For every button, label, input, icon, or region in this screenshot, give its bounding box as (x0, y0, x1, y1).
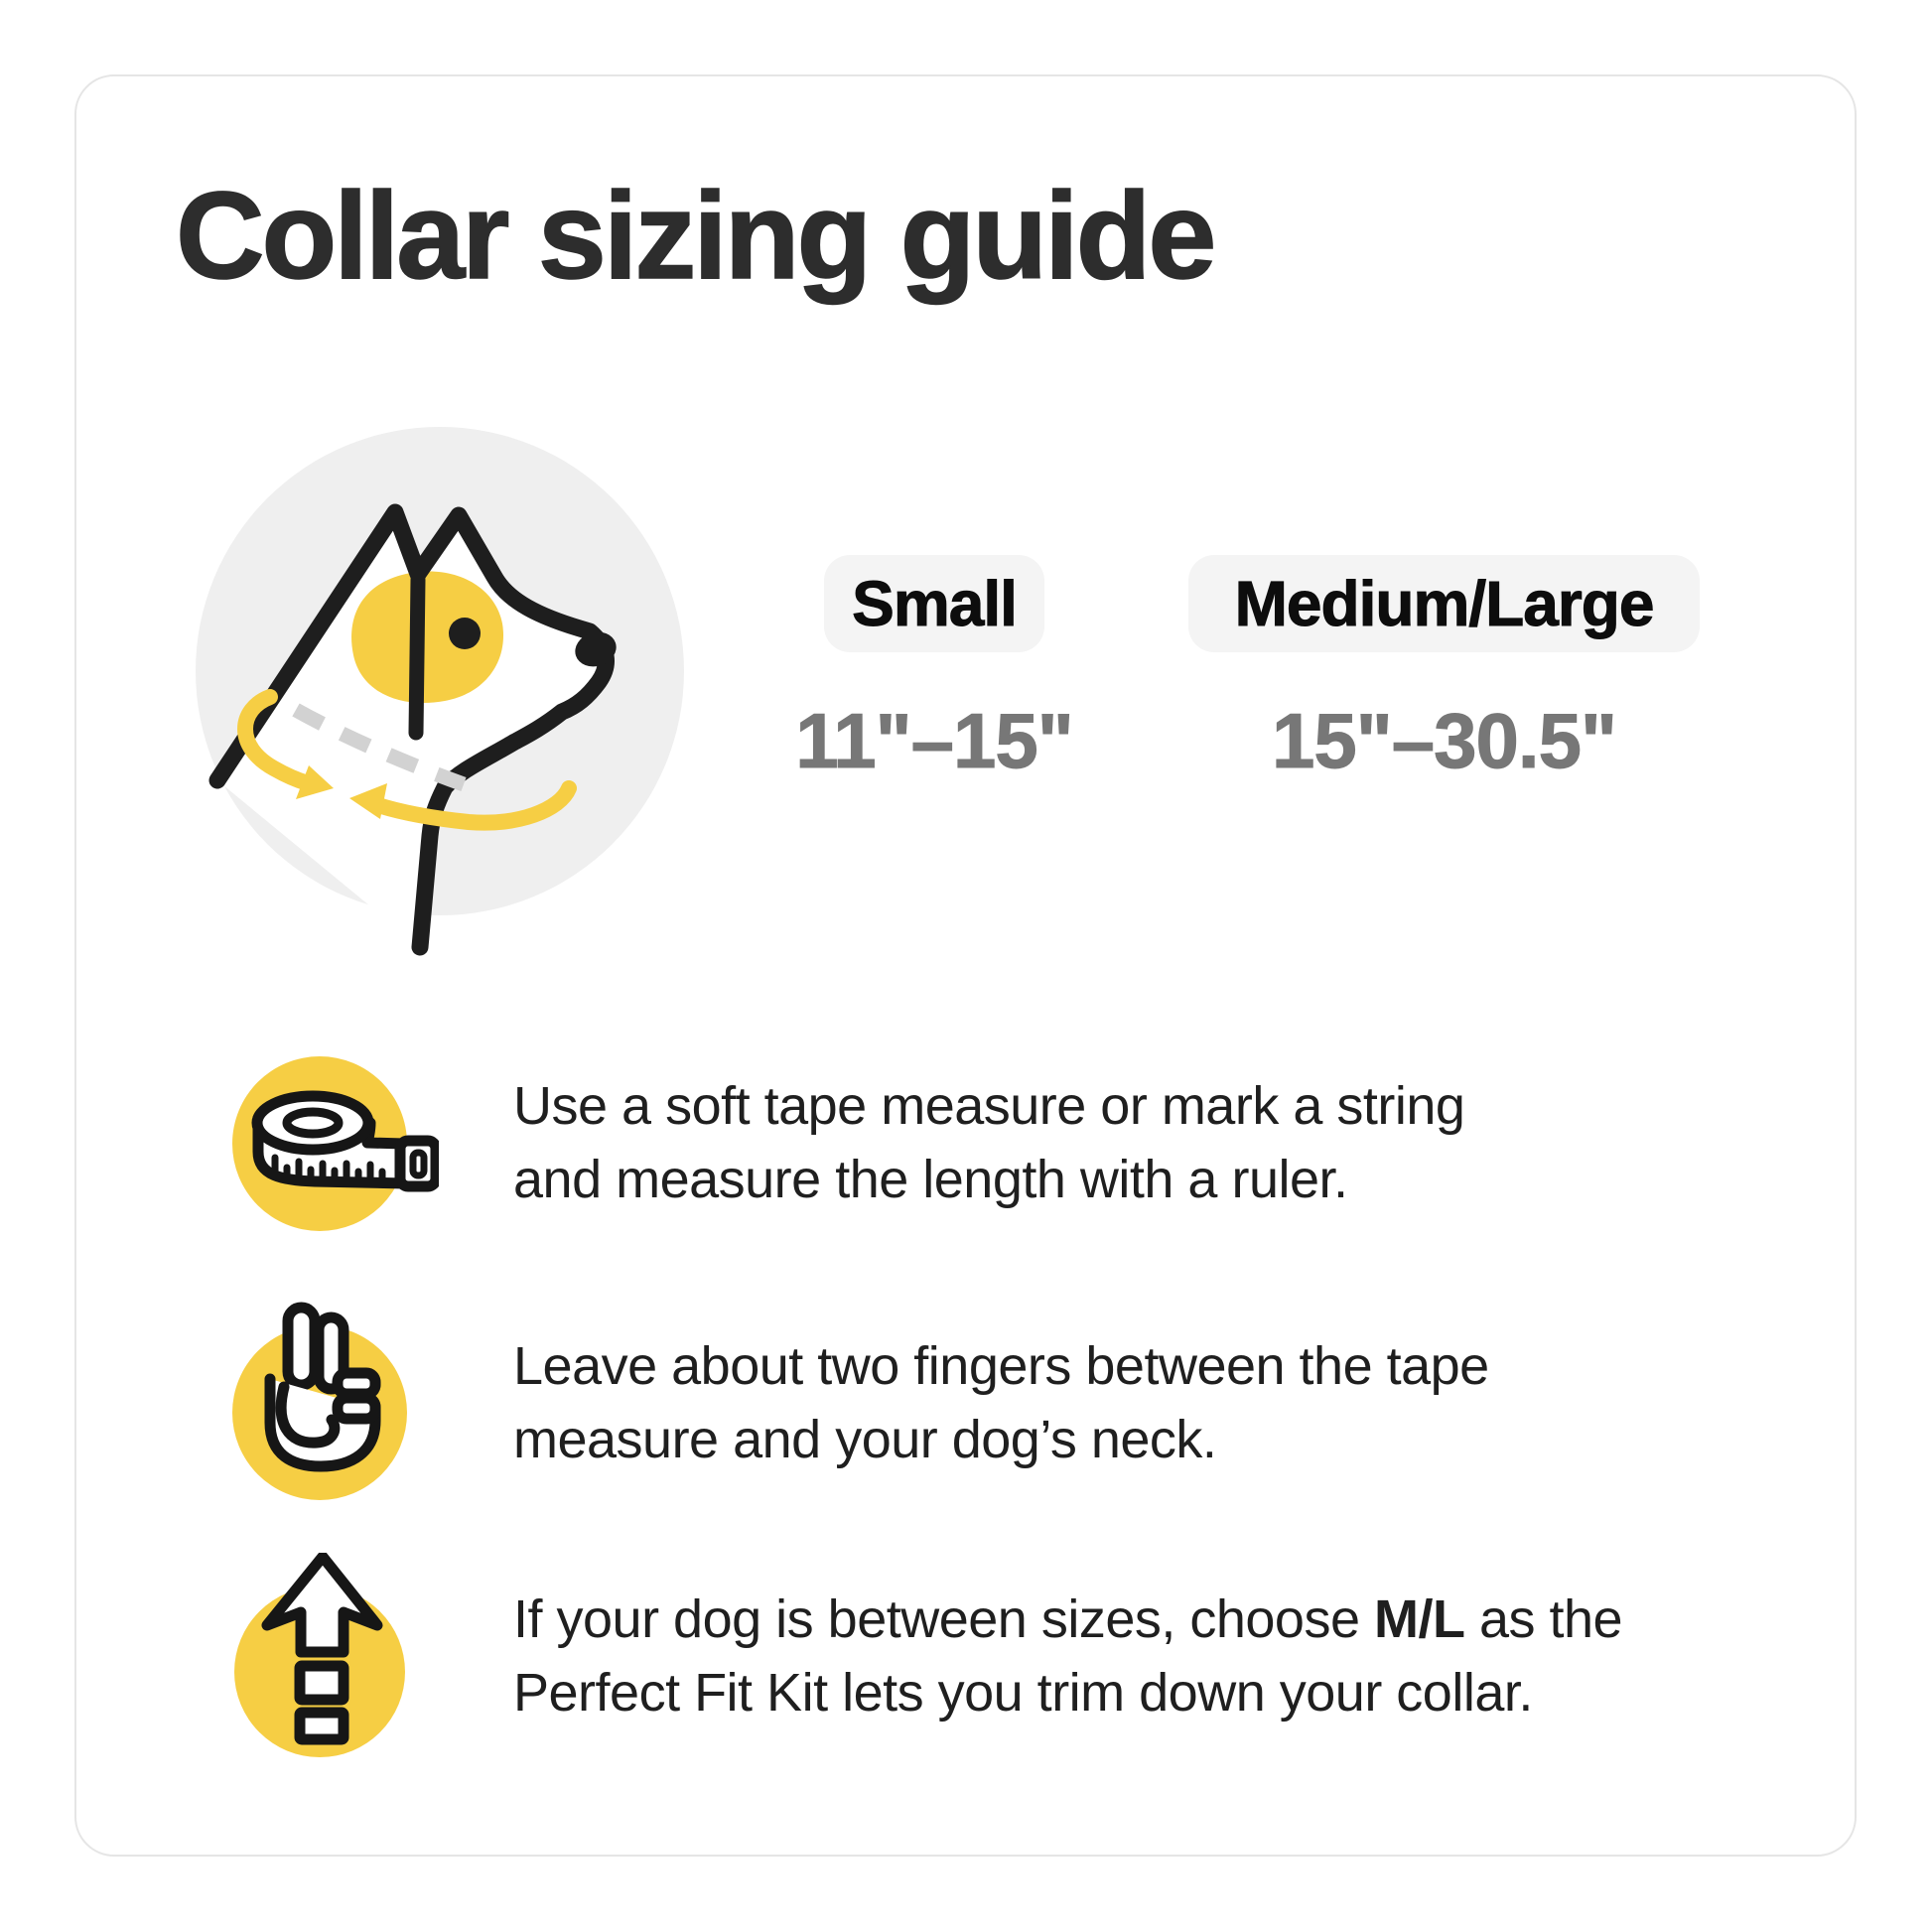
tip-line: Perfect Fit Kit lets you trim down your collar. (513, 1663, 1533, 1723)
tip-text-fingers (513, 1329, 1824, 1476)
size-range-medium-large: 15"–30.5" (1272, 697, 1616, 784)
size-column-small (795, 555, 1073, 786)
size-range-small: 11"–15" (795, 697, 1073, 784)
tip-line: Leave about two fingers between the tape (513, 1336, 1489, 1396)
size-label-medium-large: Medium/Large (1188, 555, 1700, 652)
two-fingers-icon (220, 1294, 439, 1522)
tip-line: Use a soft tape measure or mark a string (513, 1076, 1465, 1136)
page-title: Collar sizing guide (176, 168, 1214, 305)
dog-eye (449, 618, 481, 649)
size-label-small: Small (824, 555, 1044, 652)
dog-eye-patch (351, 571, 503, 703)
collar-sizing-card (74, 74, 1857, 1857)
tip-line: If your dog is between sizes, choose M/L as the (513, 1589, 1623, 1649)
tape-measure-icon (220, 1025, 439, 1253)
trim-arrow-icon (220, 1553, 439, 1781)
dog-collar-measure-illustration (191, 417, 687, 983)
tip-text-measure (513, 1069, 1824, 1216)
tip-line: measure and your dog’s neck. (513, 1410, 1217, 1469)
tip-text-between-sizes (513, 1583, 1824, 1729)
size-column-medium-large (1188, 555, 1700, 786)
tip-line: and measure the length with a ruler. (513, 1150, 1348, 1209)
size-code-ml: M/L (1374, 1589, 1465, 1649)
